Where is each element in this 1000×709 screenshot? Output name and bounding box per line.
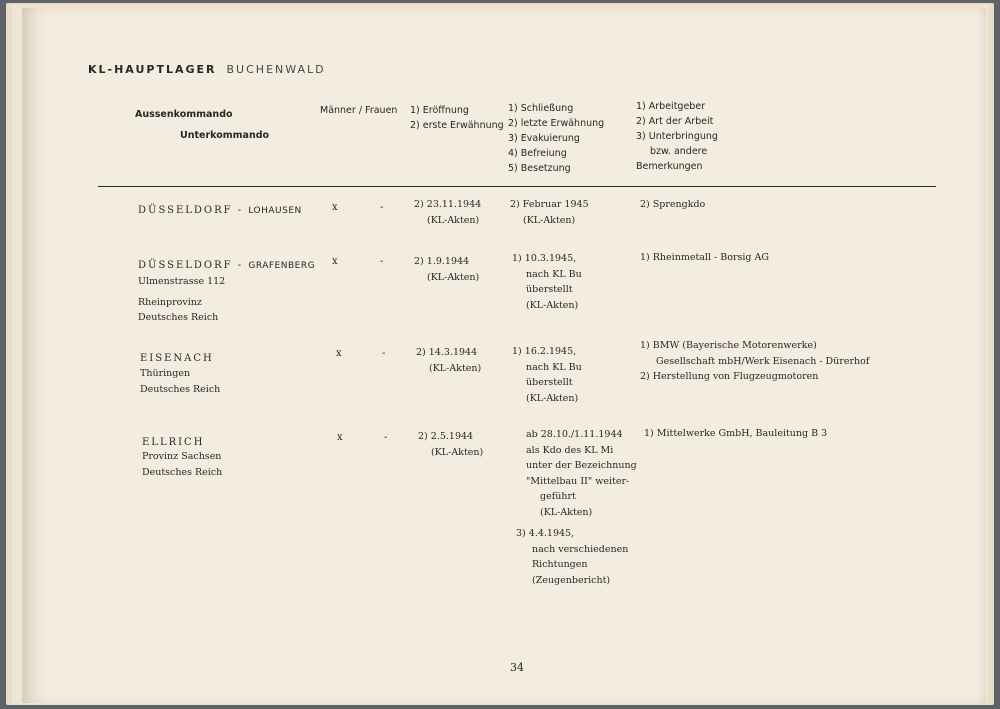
- opening-line: (KL-Akten): [427, 271, 480, 283]
- opening-line: 2) 23.11.1944: [414, 199, 482, 210]
- remarks-cell: [640, 197, 705, 213]
- table-row-place: [140, 351, 214, 367]
- closing-line: nach KL Bu: [526, 268, 582, 280]
- page-title: [88, 63, 326, 76]
- place-detail-line: Rheinprovinz: [138, 296, 202, 308]
- remarks-cell: [644, 426, 827, 442]
- closing-line: nach KL Bu: [526, 361, 582, 373]
- place-details: [142, 449, 222, 480]
- opening-line: (KL-Akten): [431, 446, 484, 458]
- place-detail-line: Deutsches Reich: [140, 383, 221, 395]
- opening-line: 2) 2.5.1944: [418, 431, 474, 442]
- men-mark: x: [332, 202, 338, 213]
- remarks-cell: [640, 250, 769, 266]
- place-region: GRAFENBERG: [248, 261, 316, 271]
- closing-line: 1) 16.2.1945,: [512, 346, 577, 357]
- remarks-line: 1) Rheinmetall - Borsig AG: [640, 252, 769, 263]
- closing-line: 3) 4.4.1945,: [516, 528, 575, 539]
- header-opening-line: 1) Eröffnung: [410, 105, 469, 116]
- place-detail-line: Deutsches Reich: [138, 312, 219, 323]
- closing-line: (KL-Akten): [526, 299, 579, 311]
- header-remarks-line: 3) Unterbringung: [636, 131, 718, 142]
- closing-line: unter der Bezeichnung: [526, 460, 637, 471]
- women-mark: -: [382, 348, 386, 359]
- title-sub: BUCHENWALD: [226, 63, 326, 76]
- header-opening-line: 2) erste Erwähnung: [410, 120, 504, 131]
- header-col-remarks: [636, 99, 718, 174]
- place-detail-line: Ulmenstrasse 112: [138, 276, 226, 287]
- closing-cell: [512, 344, 582, 406]
- opening-line: (KL-Akten): [427, 214, 480, 226]
- header-col-gender: [320, 103, 397, 118]
- closing-line: 1) 10.3.1945,: [512, 253, 577, 264]
- closing-line: 2) Februar 1945: [510, 199, 589, 210]
- men-mark: x: [336, 348, 342, 359]
- header-remarks-line: 1) Arbeitgeber: [636, 101, 706, 112]
- closing-line: Richtungen: [532, 559, 588, 570]
- header-remarks-line: 2) Art der Arbeit: [636, 116, 714, 127]
- closing-line: nach verschiedenen: [532, 543, 629, 555]
- header-maenner-frauen: Männer / Frauen: [320, 105, 398, 116]
- place-name: EISENACH: [140, 353, 214, 364]
- closing-line: (Zeugenbericht): [532, 574, 611, 586]
- men-mark: x: [337, 432, 343, 443]
- men-mark: x: [332, 256, 338, 267]
- page-number: 34: [510, 661, 524, 674]
- place-detail-line: Thüringen: [140, 368, 191, 379]
- header-closing-line: 5) Besetzung: [508, 163, 571, 174]
- closing-line: überstellt: [526, 377, 573, 388]
- opening-line: 2) 1.9.1944: [414, 256, 470, 267]
- closing-cell: [512, 251, 582, 313]
- closing-cell: [516, 427, 637, 588]
- header-remarks-line: Bemerkungen: [636, 161, 703, 172]
- closing-line: (KL-Akten): [526, 392, 579, 404]
- women-mark: -: [380, 202, 384, 213]
- table-row-place: [138, 203, 302, 220]
- closing-line: "Mittelbau II" weiter-: [526, 475, 630, 487]
- header-unterkommando: Unterkommando: [180, 130, 270, 141]
- place-detail-line: Deutsches Reich: [142, 466, 223, 478]
- header-divider: [98, 186, 936, 187]
- table-row-place: [138, 258, 315, 275]
- opening-cell: [418, 429, 483, 460]
- remarks-cell: [640, 338, 869, 385]
- header-col-kommando: [135, 107, 269, 143]
- remarks-line: 2) Sprengkdo: [640, 199, 706, 210]
- header-closing-line: 3) Evakuierung: [508, 133, 580, 144]
- header-closing-line: 4) Befreiung: [508, 148, 567, 159]
- opening-line: (KL-Akten): [429, 362, 482, 374]
- remarks-line: 1) Mittelwerke GmbH, Bauleitung B 3: [644, 428, 828, 439]
- place-details: [140, 366, 220, 397]
- place-name: ELLRICH: [142, 437, 205, 448]
- closing-line: (KL-Akten): [523, 214, 576, 226]
- remarks-line: 2) Herstellung von Flugzeugmotoren: [640, 371, 819, 382]
- opening-cell: [414, 254, 479, 285]
- closing-line: ab 28.10./1.11.1944: [526, 429, 623, 440]
- closing-line: überstellt: [526, 284, 573, 295]
- closing-line: geführt: [540, 491, 576, 502]
- women-mark: -: [384, 432, 388, 443]
- opening-cell: [416, 345, 481, 376]
- header-aussenkommando: Aussenkommando: [135, 109, 233, 120]
- title-main: KL-HAUPTLAGER: [88, 63, 217, 76]
- place-name: DÜSSELDORF -: [138, 260, 249, 271]
- women-mark: -: [380, 256, 384, 267]
- place-details: [138, 274, 225, 326]
- opening-line: 2) 14.3.1944: [416, 347, 478, 358]
- opening-cell: [414, 197, 481, 228]
- closing-cell: [510, 197, 589, 228]
- header-closing-line: 1) Schließung: [508, 103, 574, 114]
- place-name: DÜSSELDORF -: [138, 205, 249, 216]
- header-remarks-line: bzw. andere: [650, 146, 708, 157]
- closing-line: (KL-Akten): [540, 506, 593, 518]
- place-region: LOHAUSEN: [248, 206, 302, 216]
- place-detail-line: Provinz Sachsen: [142, 451, 222, 462]
- header-col-opening: [410, 103, 504, 133]
- remarks-line: Gesellschaft mbH/Werk Eisenach - Dürerhof: [656, 355, 870, 367]
- header-col-closing: [508, 101, 604, 176]
- closing-line: als Kdo des KL Mi: [526, 444, 614, 456]
- header-closing-line: 2) letzte Erwähnung: [508, 118, 605, 129]
- remarks-line: 1) BMW (Bayerische Motorenwerke): [640, 340, 817, 351]
